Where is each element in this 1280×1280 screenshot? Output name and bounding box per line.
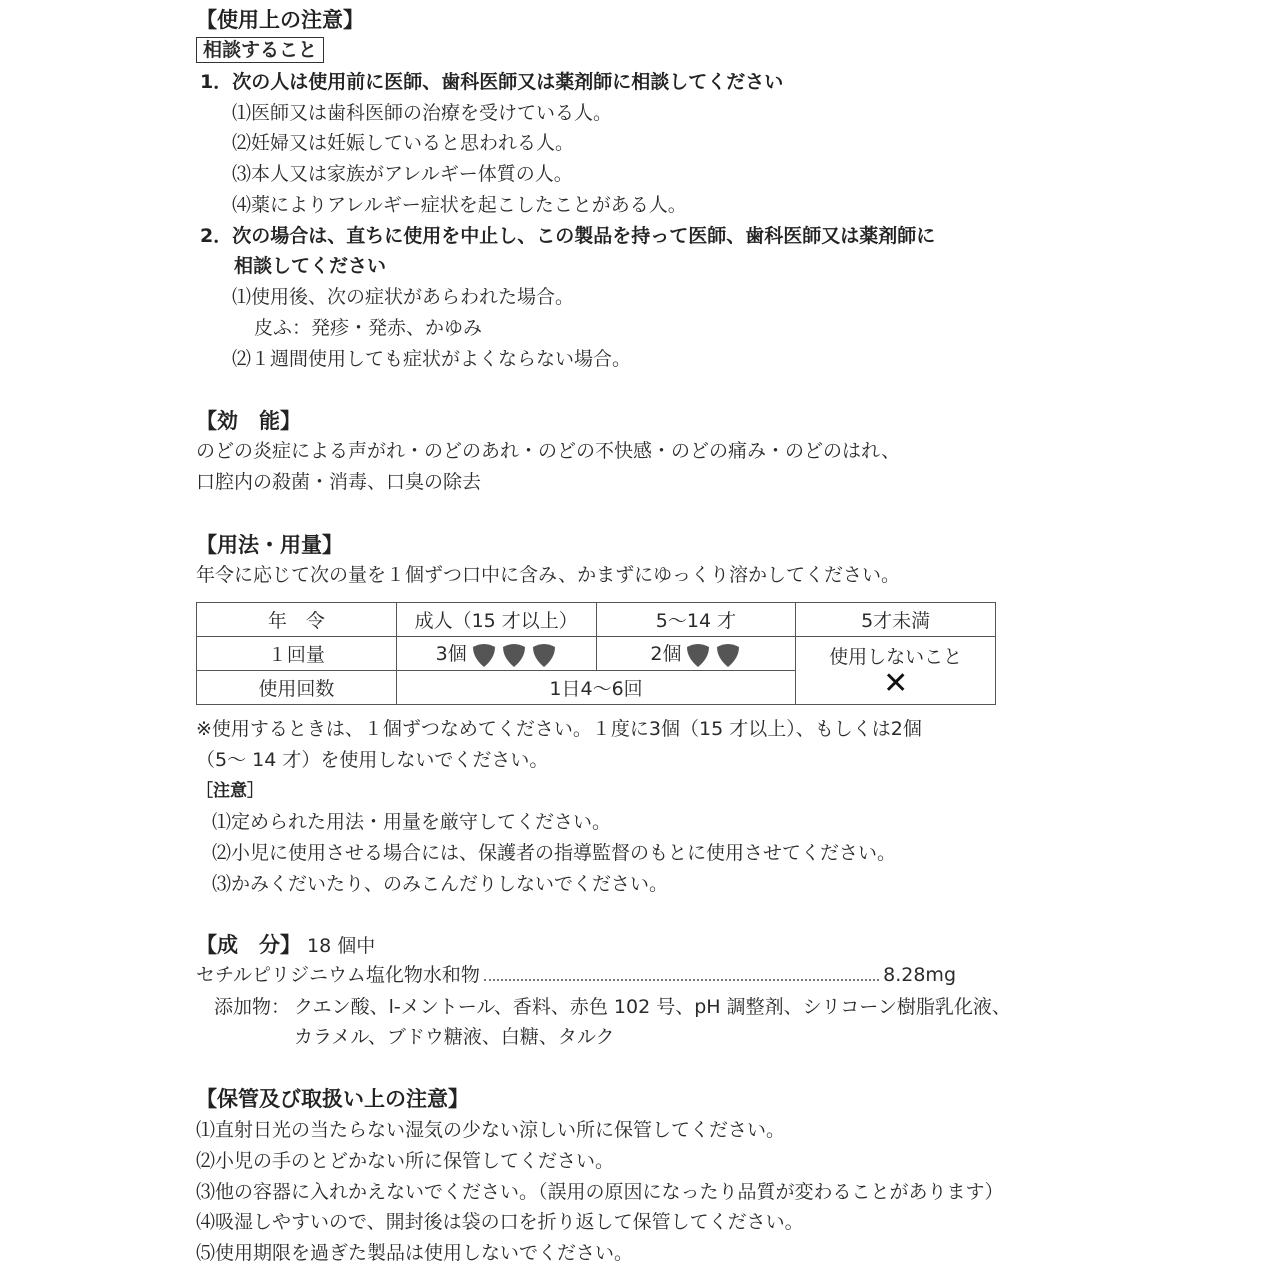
- ingredients-per: 18 個中: [307, 935, 376, 957]
- additives-line: クエン酸、l-メントール、香料、赤色 102 号、pH 調整剤、シリコーン樹脂乳化液、: [294, 996, 1011, 1018]
- caution-item: ⑶かみくだいたり、のみこんだりしないでください。: [212, 873, 669, 895]
- ingredients-heading: [196, 933, 375, 958]
- active-amount: 8.28mg: [883, 964, 956, 986]
- precaution-sub: ⑵１週間使用しても症状がよくならない場合。: [232, 348, 632, 370]
- caution-item: ⑵小児に使用させる場合には、保護者の指導監督のもとに使用させてください。: [212, 842, 897, 864]
- under5-text: 使用しないこと: [829, 646, 963, 668]
- dosage-note: ※使用するときは、１個ずつなめてください。１度に3個（15 才以上）、もしくは2個: [196, 718, 922, 740]
- precaution-sub: ⑴使用後、次の症状があらわれた場合。: [232, 286, 575, 308]
- table-header: 年 令: [197, 603, 397, 637]
- child-dose: 2個: [650, 643, 682, 666]
- additives-label: 添加物：: [214, 996, 291, 1018]
- precaution-sub-detail: 皮ふ：発疹・発赤、かゆみ: [254, 317, 483, 339]
- efficacy-title: 【効 能】: [196, 409, 301, 433]
- caution-title: ［注意］: [196, 781, 264, 801]
- storage-item: ⑶他の容器に入れかえないでください。（誤用の原因になったり品質が変わることがあります）: [196, 1181, 1004, 1203]
- precaution-item-2: 2．次の場合は、直ちに使用を中止し、この製品を持って医師、歯科医師又は薬剤師に: [200, 225, 936, 247]
- table-header: 5才未満: [796, 603, 996, 637]
- precaution-sub: ⑵妊婦又は妊娠していると思われる人。: [232, 132, 575, 154]
- precaution-item-2-cont: 相談してください: [234, 255, 387, 277]
- cross-icon: ✕: [883, 666, 909, 701]
- active-ingredient: [196, 963, 956, 987]
- efficacy-text: のどの炎症による声がれ・のどのあれ・のどの不快感・のどの痛み・のどのはれ、: [196, 440, 901, 462]
- precaution-sub: ⑴医師又は歯科医師の治療を受けている人。: [232, 102, 613, 124]
- precaution-sub: ⑷薬によりアレルギー症状を起こしたことがある人。: [232, 194, 687, 216]
- table-row: [197, 637, 996, 671]
- consult-box: 相談すること: [196, 37, 324, 63]
- table-header: 成人（15 才以上）: [396, 603, 596, 637]
- dosage-title: 【用法・用量】: [196, 533, 343, 557]
- storage-item: ⑴直射日光の当たらない湿気の少ない涼しい所に保管してください。: [196, 1119, 786, 1141]
- storage-item: ⑸使用期限を過ぎた製品は使用しないでください。: [196, 1242, 634, 1264]
- precautions-title: 【使用上の注意】: [196, 8, 364, 32]
- storage-item: ⑷吸湿しやすいので、開封後は袋の口を折り返して保管してください。: [196, 1211, 804, 1233]
- storage-title: 【保管及び取扱い上の注意】: [196, 1087, 469, 1111]
- lozenge-icon: [715, 642, 741, 668]
- additives-line: カラメル、ブドウ糖液、白糖、タルク: [294, 1026, 615, 1048]
- freq-label: 使用回数: [197, 671, 397, 705]
- leader-dots: [484, 963, 879, 981]
- under5-cell: [796, 637, 996, 705]
- adult-dose-cell: [396, 637, 596, 671]
- child-dose-cell: [596, 637, 796, 671]
- precaution-item-1: 1．次の人は使用前に医師、歯科医師又は薬剤師に相談してください: [200, 71, 784, 93]
- adult-dose: 3個: [435, 643, 467, 666]
- table-header: 5～14 才: [596, 603, 796, 637]
- lozenge-icon: [531, 642, 557, 668]
- lozenge-icon: [471, 642, 497, 668]
- ingredients-title: 【成 分】: [196, 933, 301, 957]
- storage-item: ⑵小児の手のとどかない所に保管してください。: [196, 1150, 615, 1172]
- dose-label: １回量: [197, 637, 397, 671]
- active-name: セチルピリジニウム塩化物水和物: [196, 964, 480, 986]
- precaution-sub: ⑶本人又は家族がアレルギー体質の人。: [232, 163, 573, 185]
- lozenge-icon: [685, 642, 711, 668]
- dosage-table: [196, 602, 996, 705]
- dosage-intro: 年令に応じて次の量を１個ずつ口中に含み、かまずにゆっくり溶かしてください。: [196, 564, 900, 586]
- table-row: [197, 603, 996, 637]
- efficacy-text: 口腔内の殺菌・消毒、口臭の除去: [196, 471, 482, 493]
- dosage-note: （5～ 14 才）を使用しないでください。: [196, 749, 549, 771]
- lozenge-icon: [501, 642, 527, 668]
- caution-item: ⑴定められた用法・用量を厳守してください。: [212, 811, 612, 833]
- freq-value: 1日4～6回: [396, 671, 796, 705]
